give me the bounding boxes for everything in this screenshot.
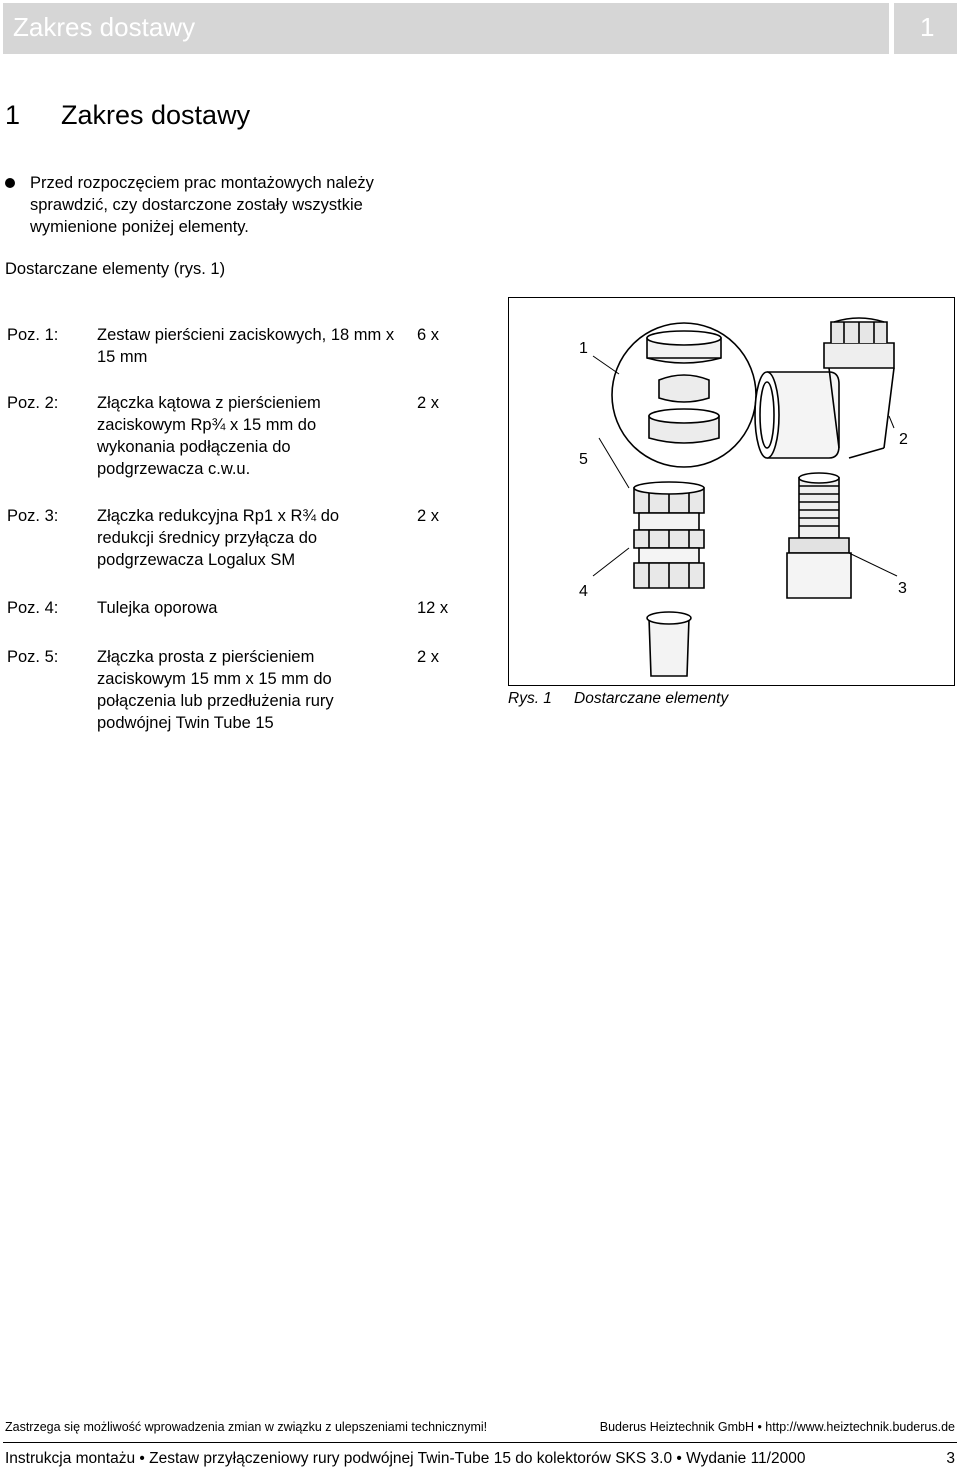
fittings-illustration — [509, 298, 956, 687]
intro-text: Dostarczane elementy (rys. 1) — [5, 260, 226, 278]
caption-label: Rys. 1 — [508, 690, 552, 707]
callout-2: 2 — [899, 431, 908, 448]
item-qty: 2 x — [417, 394, 440, 412]
section-heading — [5, 100, 250, 131]
callout-4: 4 — [579, 583, 588, 600]
callout-5: 5 — [579, 451, 588, 468]
item-desc: Złączka prosta z pierścieniem zaciskowym 15 mm x 15 mm do połączenia lub przedłużenia rury podwójnej Twin Tube 15 — [97, 648, 334, 732]
footer-notice-row — [5, 1420, 955, 1434]
item-qty: 2 x — [417, 648, 440, 666]
footer-doc-row — [5, 1450, 955, 1468]
figure-frame — [508, 297, 955, 686]
item-desc: Tulejka oporowa — [97, 599, 218, 617]
item-desc: Złączka kątowa z pierścieniem zaciskowym Rp¾ x 15 mm do wykonania podłączenia do podgrzewacza c.w.u. — [97, 394, 321, 478]
bullet-text: Przed rozpoczęciem prac montażowych należy sprawdzić, czy dostarczone zostały wszystkie wymienione poniżej elementy. — [30, 174, 374, 236]
header-title: Zakres dostawy — [13, 12, 196, 42]
footer-divider — [3, 1442, 957, 1443]
header-chapter-number: 1 — [920, 12, 935, 42]
callout-3: 3 — [898, 580, 907, 597]
section-title: Zakres dostawy — [61, 100, 251, 130]
item-poz: Poz. 5: — [7, 648, 59, 666]
bullet-dot-icon — [5, 178, 15, 188]
section-number: 1 — [5, 100, 21, 130]
item-poz: Poz. 2: — [7, 394, 59, 412]
item-qty: 6 x — [417, 326, 440, 344]
bullet-note — [5, 172, 435, 238]
item-qty: 12 x — [417, 599, 449, 617]
figure-caption — [508, 690, 728, 708]
item-poz: Poz. 4: — [7, 599, 59, 617]
item-poz: Poz. 3: — [7, 507, 59, 525]
item-desc: Złączka redukcyjna Rp1 x R¾ do redukcji średnicy przyłącza do podgrzewacza Logalux SM — [97, 507, 340, 569]
item-desc: Zestaw pierścieni zaciskowych, 18 mm x 15 mm — [97, 326, 395, 366]
item-poz: Poz. 1: — [7, 326, 59, 344]
footer-page-number: 3 — [946, 1450, 955, 1467]
callout-1: 1 — [579, 340, 588, 357]
caption-text: Dostarczane elementy — [574, 690, 729, 707]
footer-notice: Zastrzega się możliwość wprowadzenia zmian w związku z ulepszeniami technicznymi! — [5, 1420, 488, 1434]
footer-doc-title: Instrukcja montażu • Zestaw przyłączeniowy rury podwójnej Twin-Tube 15 do kolektorów SKS 3.0 • Wydanie 11/2000 — [5, 1450, 806, 1467]
footer-company: Buderus Heiztechnik GmbH • http://www.heiztechnik.buderus.de — [599, 1420, 955, 1434]
item-qty: 2 x — [417, 507, 440, 525]
